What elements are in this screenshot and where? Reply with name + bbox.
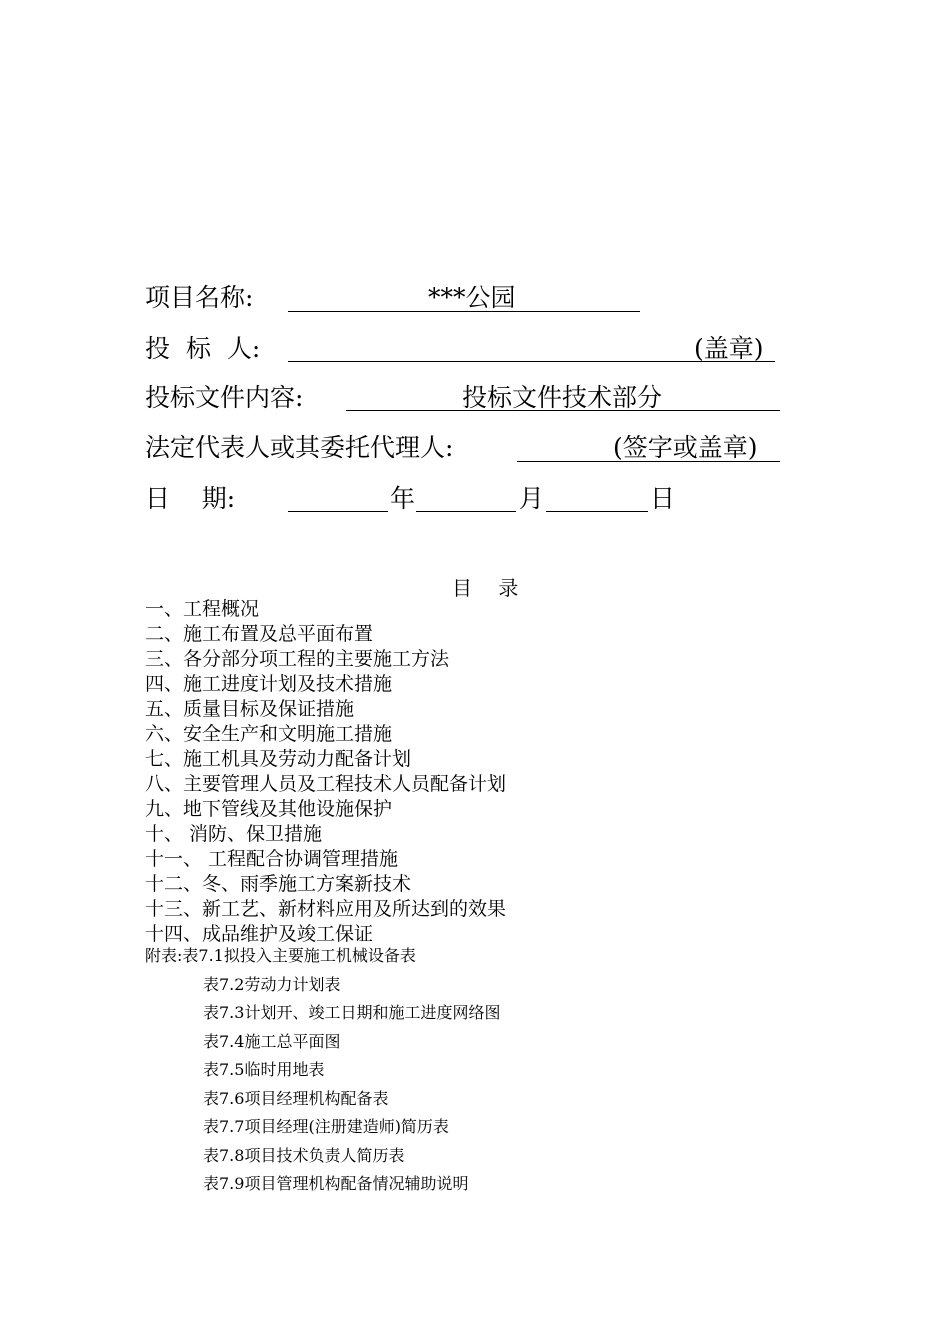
toc-item: 七、施工机具及劳动力配备计划 [145,748,412,770]
toc-item: 十、 消防、保卫措施 [145,823,323,845]
appendix-list [145,942,500,1199]
toc-item: 十一、 工程配合协调管理措施 [145,848,399,870]
toc-item: 八、主要管理人员及工程技术人员配备计划 [145,773,507,795]
date-year-underline [288,511,388,512]
date-day-underline [546,511,648,512]
project-name-value: ***公园 [428,283,516,312]
appendix-label: 附表: [145,946,183,965]
appendix-item: 表7.8项目技术负责人简历表 [203,1145,405,1165]
bidder-label: 投 标 人: [145,334,261,363]
toc-item: 二、施工布置及总平面布置 [145,623,374,645]
appendix-item-text: 表7.1拟投入主要施工机械设备表 [182,946,416,965]
date-label: 日 期: [145,484,236,513]
toc-item: 五、质量目标及保证措施 [145,698,355,720]
appendix-item: 表7.3计划开、竣工日期和施工进度网络图 [203,1003,501,1022]
toc-list [145,597,506,947]
date-month-underline [416,511,516,512]
bidder-seal-note: (盖章) [694,334,764,363]
appendix-item: 表7.5临时用地表 [203,1060,325,1079]
date-month-unit: 月 [519,484,545,513]
toc-item: 九、地下管线及其他设施保护 [145,798,393,820]
appendix-item [145,942,500,971]
appendix-item: 表7.7项目经理(注册建造师)简历表 [203,1117,449,1136]
project-name-label: 项目名称: [145,283,254,312]
signature-note: (签字或盖章) [613,433,758,462]
appendix-item: 表7.9项目管理机构配备情况辅助说明 [203,1174,469,1193]
toc-item: 六、安全生产和文明施工措施 [145,723,393,745]
toc-item: 十四、成品维护及竣工保证 [145,923,374,945]
toc-item: 一、工程概况 [145,598,260,620]
date-day-unit: 日 [650,484,676,513]
appendix-item: 表7.6项目经理机构配备表 [203,1088,389,1108]
toc-item: 十二、冬、雨季施工方案新技术 [145,873,412,895]
appendix-item: 表7.4施工总平面图 [203,1031,341,1051]
toc-item: 四、施工进度计划及技术措施 [145,673,393,695]
toc-item: 三、各分部分项工程的主要施工方法 [145,648,450,670]
document-content-value: 投标文件技术部分 [462,383,663,412]
toc-item: 十三、新工艺、新材料应用及所达到的效果 [145,898,507,920]
date-year-unit: 年 [390,484,416,513]
toc-title: 目 录 [452,576,529,600]
appendix-item: 表7.2劳动力计划表 [203,974,341,994]
legal-representative-label: 法定代表人或其委托代理人: [145,433,454,462]
document-content-label: 投标文件内容: [145,383,304,412]
